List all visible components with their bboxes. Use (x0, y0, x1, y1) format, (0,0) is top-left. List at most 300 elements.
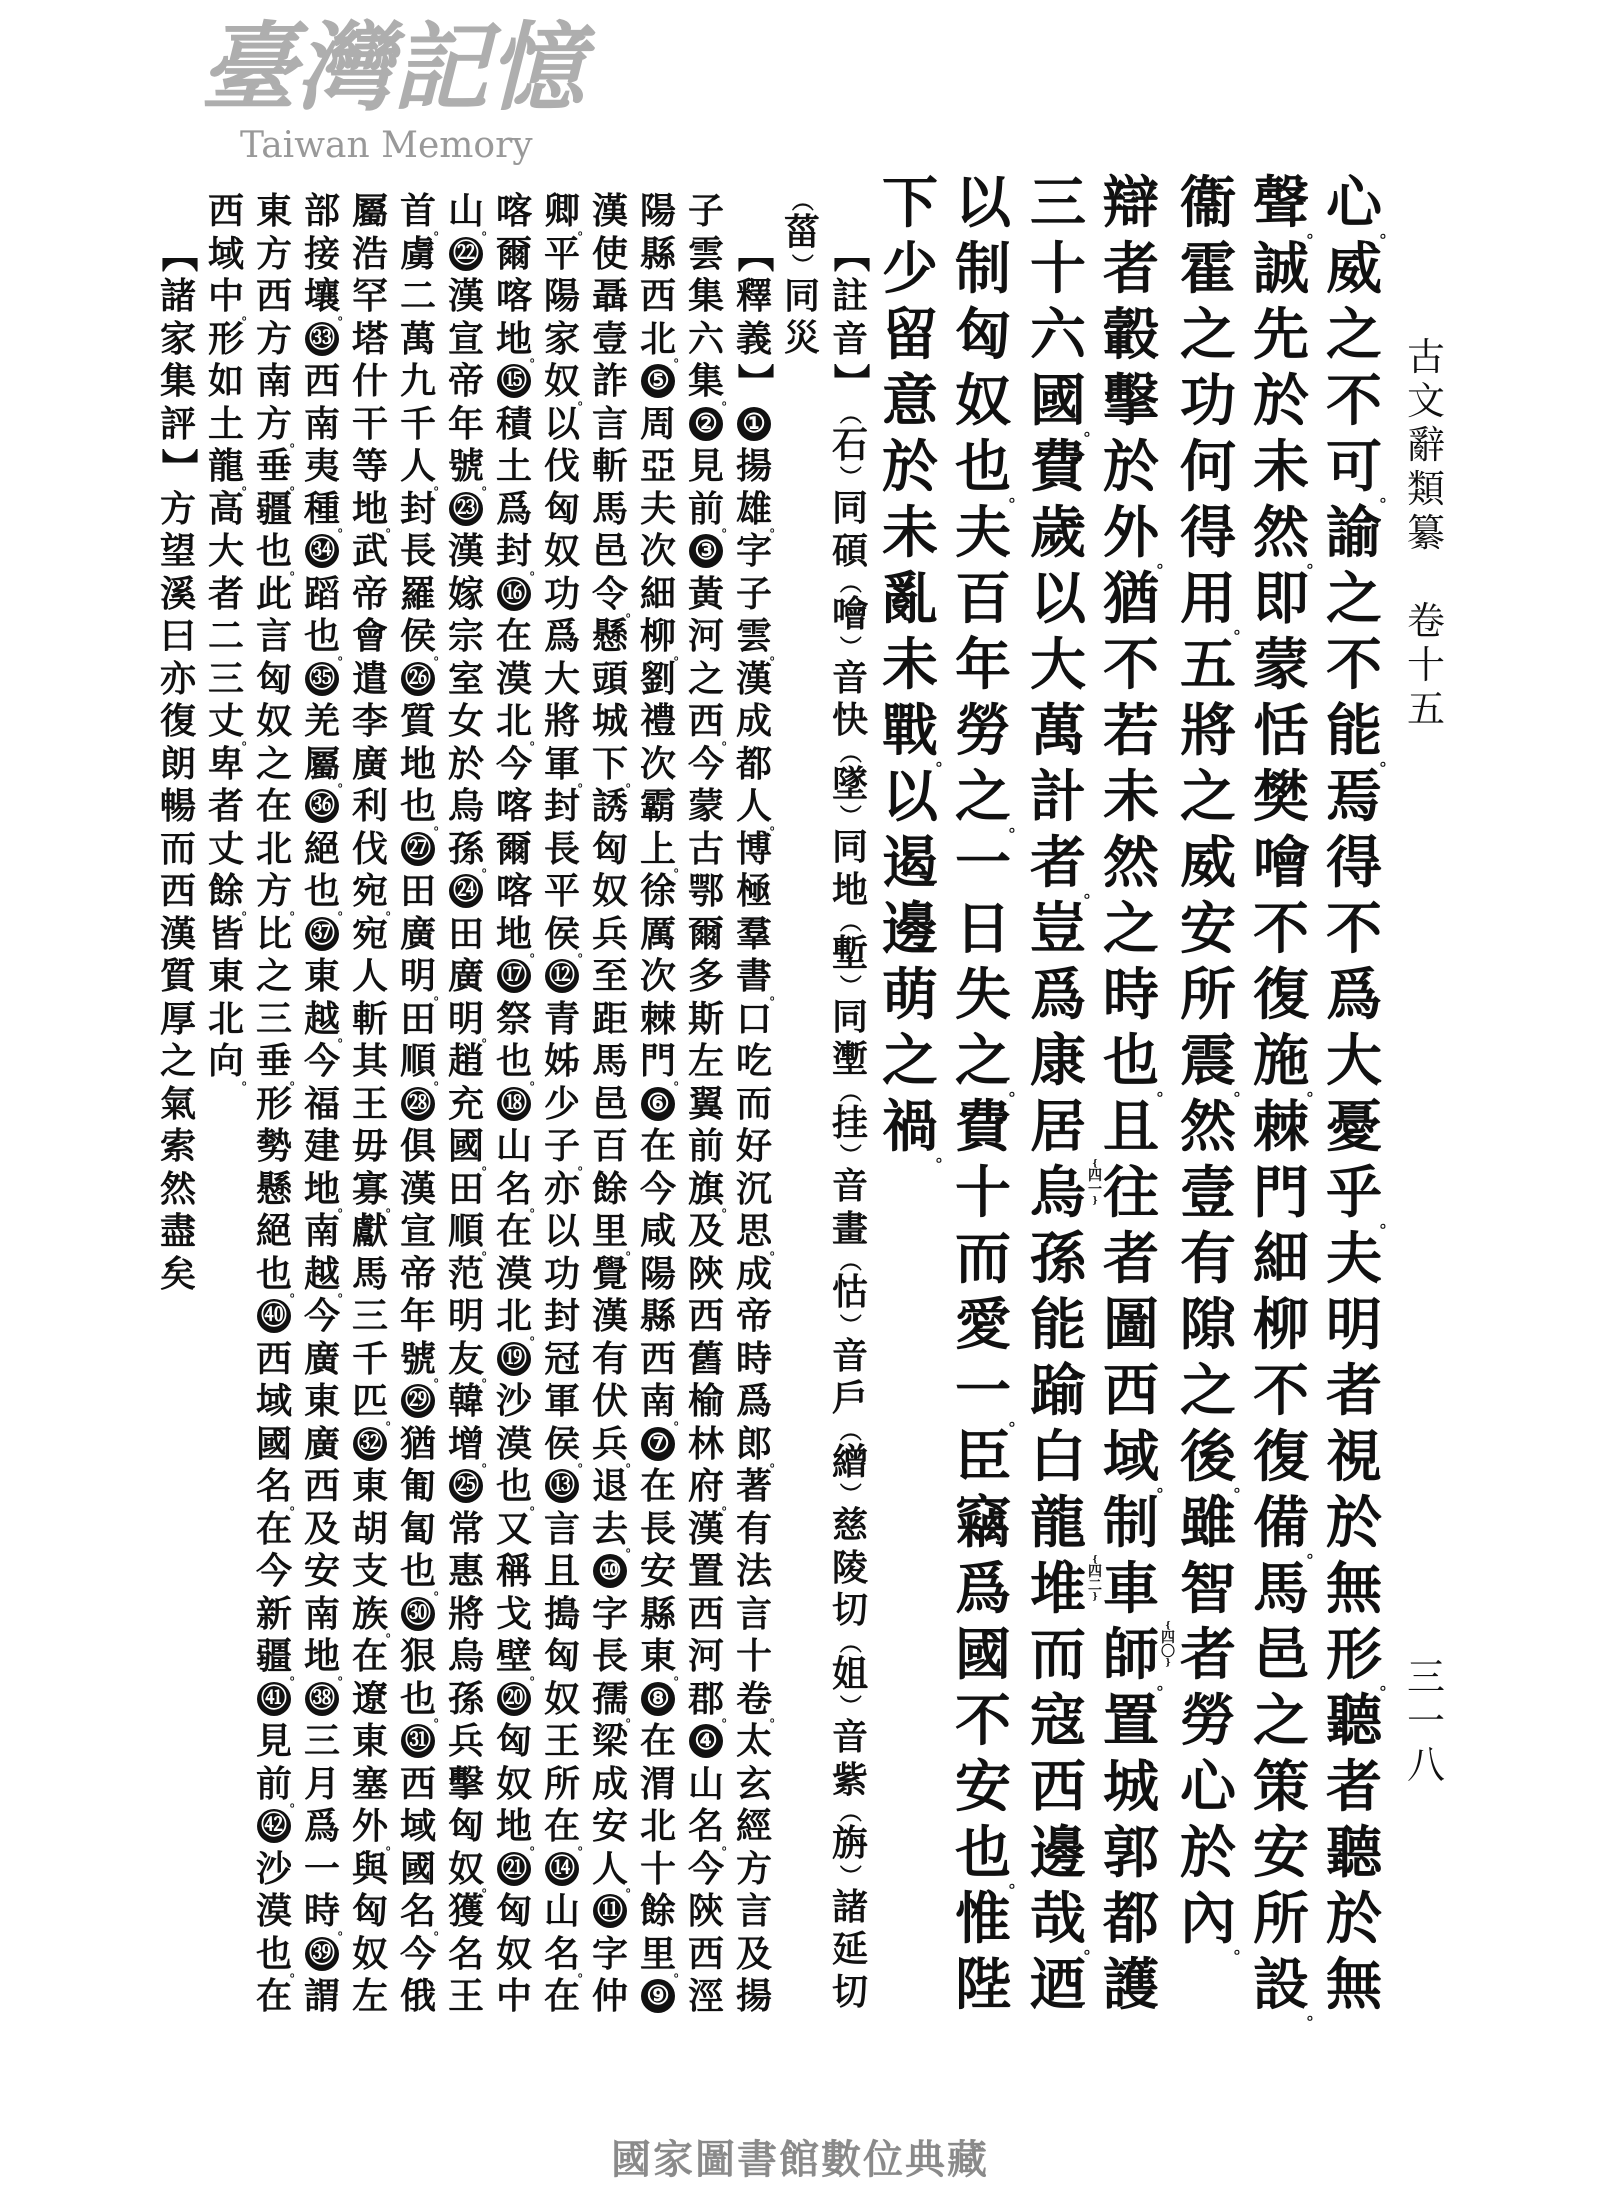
character: 計 (1030, 764, 1086, 830)
character: 福 (303, 1082, 340, 1125)
character: 功 (543, 1252, 580, 1295)
punctuation-mark: 。 (625, 775, 638, 789)
character: 漠 (255, 1890, 292, 1933)
character: 蒙 (687, 785, 724, 828)
character: 二 (399, 275, 436, 318)
character: 山 (687, 1762, 724, 1805)
character: 之 (159, 1040, 196, 1083)
character: 絕 (303, 827, 340, 870)
character: （ (837, 1800, 863, 1823)
character: 漠 (495, 657, 532, 700)
character: 方 (255, 317, 292, 360)
character: 西 (255, 275, 292, 318)
character: 矣 (159, 1252, 196, 1295)
character: 少 (882, 236, 938, 302)
character: 同 (831, 995, 868, 1038)
punctuation-mark: 。 (433, 477, 446, 492)
punctuation-mark: 。 (1379, 486, 1396, 505)
character: 使 (591, 232, 628, 275)
character: 歲 (1030, 500, 1086, 566)
character: 邊 (882, 896, 938, 962)
character: 有 (1180, 1226, 1236, 1292)
character: 明 。 (447, 997, 494, 1044)
character: 夫 (639, 487, 676, 530)
character: 充 (447, 1082, 484, 1125)
character: 十 (955, 1160, 1011, 1226)
punctuation-mark: 。 (385, 902, 398, 917)
character: 烏 (447, 1635, 484, 1678)
character: 也 。 (955, 434, 1025, 505)
character: 帝 (399, 1252, 436, 1295)
character: 旃 (831, 1822, 868, 1865)
punctuation-mark: 。 (289, 1795, 302, 1809)
character: 博 (735, 827, 772, 870)
circled-number-glyph: ㉚ (401, 1597, 435, 1631)
punctuation-mark: 。 (577, 1965, 590, 1979)
character: 陽 (639, 1252, 676, 1295)
character: 震 。 (1180, 1028, 1250, 1099)
character: 漠 (495, 1422, 532, 1465)
circled-note-number (399, 1720, 437, 1763)
character: 安 (955, 1754, 1011, 1820)
commentary-line (159, 190, 197, 1295)
character: 去 。 (591, 1507, 638, 1554)
character: （ (837, 1249, 863, 1272)
character: 孫 (1030, 1226, 1086, 1292)
character: 方 (735, 1847, 772, 1890)
character: 方 。 (255, 870, 302, 917)
character: 卿 。 (543, 190, 590, 237)
explanation-line (591, 190, 638, 2018)
character: 於 (1253, 368, 1309, 434)
circled-number-glyph: ㉑ (497, 1852, 531, 1886)
character: 盡 (159, 1210, 196, 1253)
character: 噲 (831, 593, 868, 636)
character: 千 (399, 402, 436, 445)
circled-number-glyph: ㉖ (401, 662, 435, 696)
character: 上 。 (639, 827, 686, 874)
character: 能 (1030, 1292, 1086, 1358)
character: 縣 (639, 232, 676, 275)
punctuation-mark: 。 (433, 647, 446, 662)
character: 無 (1326, 1952, 1382, 2018)
circled-number-glyph: ⑮ (497, 364, 531, 398)
character: 然 (1103, 830, 1159, 896)
character: 者 (1180, 1622, 1236, 1688)
character: 田 (447, 1167, 484, 1210)
character: 毋 (351, 1125, 388, 1168)
circled-note-number (591, 1550, 629, 1593)
character: 聶 (591, 275, 628, 318)
character: 軍 。 (543, 742, 590, 789)
character: 城 (591, 700, 628, 743)
punctuation-mark: 。 (529, 1667, 542, 1682)
punctuation-mark: 。 (1008, 816, 1025, 835)
character: 在 (255, 1975, 292, 2018)
character: 西 (639, 1337, 676, 1380)
character: 爲 (543, 615, 580, 658)
punctuation-mark: 。 (1008, 1872, 1025, 1891)
character: 然 (1180, 1094, 1236, 1160)
character (159, 190, 197, 233)
character: 此 (255, 572, 292, 615)
character (831, 190, 869, 233)
character: 河 (687, 1635, 724, 1678)
character: 斬 (351, 997, 388, 1040)
character: 浩 (351, 232, 388, 275)
character: 東 (303, 1380, 340, 1423)
character: 後 。 (1180, 1424, 1250, 1495)
character: 國 (955, 1622, 1011, 1688)
character: 擊 (1103, 368, 1159, 434)
character: 北 。 (495, 700, 542, 747)
punctuation-mark: 。 (289, 902, 302, 917)
character: 以 (543, 402, 580, 445)
punctuation-mark: 。 (289, 435, 302, 449)
character: 不 (1326, 896, 1382, 962)
character: 明 (447, 1295, 484, 1338)
punctuation-mark: 。 (769, 1455, 782, 1469)
circled-number-glyph: ㉗ (401, 832, 435, 866)
character: 西 (1030, 1754, 1086, 1820)
character: 利 (351, 785, 388, 828)
circled-note-number (495, 573, 533, 616)
character: 增 。 (447, 1422, 494, 1469)
character: 九 (399, 360, 436, 403)
character: 以 (955, 170, 1011, 236)
character: 距 (591, 997, 628, 1040)
character: 雲 (687, 232, 724, 275)
character: 廣 (303, 1337, 340, 1380)
explanation-line (255, 190, 302, 2018)
character: 未 (1253, 434, 1309, 500)
character: 爾 (495, 232, 532, 275)
note-bracket: { (1092, 1555, 1098, 1565)
character: 爲 (1030, 962, 1086, 1028)
punctuation-mark: 。 (769, 1242, 782, 1257)
character: 】 (733, 363, 775, 400)
character: 玄 (735, 1762, 772, 1805)
circled-note-number (591, 1890, 629, 1933)
character (735, 190, 773, 233)
character: 大 (207, 530, 244, 573)
character: 五 (1180, 632, 1236, 698)
explanation-line (207, 190, 254, 1087)
character: 見 (255, 1720, 292, 1763)
character: 威 (1326, 236, 1382, 302)
main-text-column (1179, 170, 1250, 1957)
character: 棘 (1253, 1094, 1309, 1160)
character: 也 。 (495, 1040, 542, 1087)
character: 西 (687, 1592, 724, 1635)
explanation-line (399, 190, 446, 2018)
character: 陵 (831, 1546, 868, 1589)
character: ） (837, 634, 863, 657)
character: 時 (1103, 962, 1159, 1028)
character: 勞 (955, 698, 1011, 764)
character: 左 (351, 1975, 388, 2018)
character: 徐 (639, 870, 676, 913)
character: 蒙 (1253, 632, 1309, 698)
character: 邊 (1030, 1820, 1086, 1886)
punctuation-mark: 。 (1306, 2004, 1323, 2023)
punctuation-mark: 。 (1233, 1938, 1250, 1957)
character: 者 (1103, 1226, 1159, 1292)
punctuation-mark: 。 (1083, 420, 1100, 439)
character: 疆 (255, 487, 292, 530)
character: 冠 (543, 1337, 580, 1380)
character: 暢 (159, 785, 196, 828)
character: 范 (447, 1252, 484, 1295)
character: 而 (159, 827, 196, 870)
character (1404, 555, 1448, 599)
circled-number-glyph: ㉔ (449, 874, 483, 908)
character: 屬 (351, 190, 388, 233)
note-reference (1088, 1160, 1102, 1206)
character: 辯 (1103, 170, 1159, 236)
character: 也 。 (303, 870, 350, 917)
circled-note-number (543, 1465, 581, 1508)
character: 遼 (351, 1677, 388, 1720)
character: 壁 。 (495, 1635, 542, 1682)
character: 以 (882, 764, 938, 830)
character: 方 (255, 232, 292, 275)
character: 軍 (543, 1380, 580, 1423)
character: 揚 (735, 445, 772, 488)
character: 焉 (1326, 764, 1382, 830)
punctuation-mark: 。 (1379, 750, 1396, 769)
character: 東 (351, 1720, 388, 1763)
character: 言 (591, 402, 628, 445)
punctuation-mark: 。 (337, 1200, 350, 1214)
explanation-text (543, 190, 590, 2018)
character: 王 (351, 1082, 388, 1125)
character: 豈 (1030, 896, 1086, 962)
character: 平 (543, 232, 580, 275)
character: 轂 (1103, 302, 1159, 368)
punctuation-mark: 。 (433, 1072, 446, 1087)
character: 丈 (207, 827, 244, 870)
punctuation-mark: 。 (481, 1455, 494, 1469)
character: 長 (399, 530, 436, 573)
character: 匈 (543, 487, 580, 530)
note-char: 四 (1161, 1630, 1175, 1646)
punctuation-mark: 。 (433, 987, 446, 1002)
character: 南 (255, 360, 292, 403)
character: 號 。 (399, 1337, 446, 1384)
character: 隙 (1180, 1292, 1236, 1358)
character: 及 (303, 1507, 340, 1550)
character: 如 (207, 360, 244, 403)
character: （ (837, 910, 863, 933)
circled-note-number (447, 870, 485, 913)
character: 東 。 (639, 1635, 686, 1682)
explanation-text (733, 190, 782, 2018)
character: 設 。 (1253, 1952, 1323, 2023)
character: 也 。 (255, 530, 302, 577)
punctuation-mark: 。 (625, 1710, 638, 1724)
character: 誠 (1253, 236, 1309, 302)
punctuation-mark: 。 (481, 222, 494, 237)
character: 音 (831, 317, 868, 360)
character: 集 。 (687, 360, 734, 407)
character: 之 (882, 1028, 938, 1094)
character: 匈 (495, 1720, 532, 1763)
character: 百 (591, 1125, 628, 1168)
character: 萬 (1030, 698, 1086, 764)
character: 於 (1326, 1490, 1382, 1556)
character: 者 (1103, 236, 1159, 302)
character: 柳 。 (639, 615, 686, 662)
main-text (1325, 170, 1396, 2018)
circled-number-glyph: ⑰ (497, 959, 531, 993)
character: 今 (303, 1040, 340, 1083)
character: 置 (687, 1550, 724, 1593)
character: 曰 (159, 615, 196, 658)
character: 乎 。 (1326, 1160, 1396, 1231)
character: 者 (1326, 1754, 1382, 1820)
character: 號 。 (447, 445, 494, 492)
character: 於 (1326, 1886, 1382, 1952)
character: 哉 。 (1030, 1886, 1100, 1957)
main-text (1252, 170, 1323, 2023)
character: 田 (447, 912, 484, 955)
character: 大 (1326, 1028, 1382, 1094)
character: 沉 (735, 1167, 772, 1210)
circled-note-number (687, 1720, 725, 1763)
character: 李 (351, 700, 388, 743)
character: 柳 (1253, 1292, 1309, 1358)
character: 外 。 (1103, 500, 1173, 571)
circled-note-number (495, 1848, 533, 1891)
character: 中 。 (207, 275, 254, 322)
punctuation-mark: 。 (337, 775, 350, 789)
character: 俄 (399, 1975, 436, 2018)
circled-number-glyph: ⑬ (545, 1469, 579, 1503)
punctuation-mark: 。 (289, 562, 302, 577)
character: 者 (1326, 1358, 1382, 1424)
character: 堆 { 四 二 } (1030, 1555, 1102, 1622)
circled-note-number (303, 658, 341, 701)
character: 里 。 (591, 1210, 638, 1257)
character: （ (837, 1418, 863, 1441)
character: 內 。 (1180, 1886, 1250, 1957)
character: 西 (207, 190, 244, 233)
character: 漢 (591, 1295, 628, 1338)
character: 三 (1030, 170, 1086, 236)
character: 一 (1406, 1699, 1445, 1743)
character: 龍 (1030, 1490, 1086, 1556)
circled-note-number (255, 1678, 293, 1721)
punctuation-mark: 。 (625, 1540, 638, 1554)
punctuation-mark: 。 (337, 1285, 350, 1299)
character: 武 (351, 530, 388, 573)
character: 人 。 (591, 1847, 638, 1894)
character: 俱 (399, 1125, 436, 1168)
character: 郎 。 (735, 1422, 782, 1469)
character: 子 (687, 190, 724, 233)
character: 都 (735, 742, 772, 785)
character: 翼 (687, 1082, 724, 1125)
punctuation-mark: 。 (769, 817, 782, 832)
character: 頭 (591, 657, 628, 700)
character: 國 。 (447, 1125, 494, 1172)
character: 域 。 (1103, 1424, 1173, 1495)
character: 涇 (687, 1975, 724, 2018)
punctuation-mark: 。 (673, 647, 686, 662)
character: 護 (1103, 1952, 1159, 2018)
explanation-text (303, 190, 350, 2018)
punctuation-mark: 。 (1379, 1674, 1396, 1693)
character: 廣 (303, 1422, 340, 1465)
main-text-column (1102, 170, 1175, 2018)
character: 府 。 (687, 1465, 734, 1512)
character: 南 。 (639, 1380, 686, 1427)
punctuation-mark: 。 (1306, 552, 1323, 571)
character: 家 (543, 317, 580, 360)
punctuation-mark: 。 (337, 1667, 350, 1682)
character: 戶 (831, 1377, 868, 1420)
punctuation-mark: 。 (673, 1072, 686, 1087)
punctuation-mark: 。 (289, 1965, 302, 1979)
character: 懸 (255, 1167, 292, 1210)
punctuation-mark: 。 (529, 1837, 542, 1852)
character: 等 (351, 445, 388, 488)
note-bracket: } (1165, 1658, 1171, 1668)
punctuation-mark: 。 (529, 1497, 542, 1512)
character: 八 (1406, 1743, 1445, 1787)
character: 康 (1030, 1028, 1086, 1094)
character: 今 (495, 742, 532, 785)
character: 音 (831, 1716, 868, 1759)
circled-number-glyph: ② (689, 407, 723, 441)
character: 喀 (495, 870, 532, 913)
character: 爲 (495, 487, 532, 530)
character: 於 (1180, 1820, 1236, 1886)
character: 【 (829, 235, 871, 272)
character: 夷 (303, 445, 340, 488)
character: 安 (639, 1550, 676, 1593)
character: 集 (159, 360, 196, 403)
punctuation-mark: 。 (529, 350, 542, 364)
character: 義 (735, 317, 772, 360)
character: 音 (831, 1334, 868, 1377)
character: 切 (831, 1970, 868, 2013)
circled-note-number (303, 1933, 341, 1976)
circled-note-number (399, 1593, 437, 1636)
character: 聽 (1326, 1820, 1382, 1886)
character: 著 (735, 1465, 772, 1508)
character: 之 。 (955, 1028, 1025, 1099)
character: 人 。 (735, 785, 782, 832)
character: 至 (591, 955, 628, 998)
punctuation-mark: 。 (1306, 1080, 1323, 1099)
character: 陛 (955, 1952, 1011, 2018)
character: 費 (1030, 434, 1086, 500)
character: 兵 。 (591, 1422, 638, 1469)
punctuation-mark: 。 (1233, 1476, 1250, 1495)
character: 首 。 (399, 190, 446, 237)
character: 青 (543, 997, 580, 1040)
character: 可 。 (1326, 434, 1396, 505)
character: 沙 (495, 1380, 532, 1423)
character: ） (837, 973, 863, 996)
circled-number-glyph: ⑪ (593, 1894, 627, 1928)
character: 侯 。 (543, 1422, 590, 1469)
character: 白 (1030, 1424, 1086, 1490)
character: 然 (159, 1167, 196, 1210)
character: 名 。 (399, 1890, 446, 1937)
